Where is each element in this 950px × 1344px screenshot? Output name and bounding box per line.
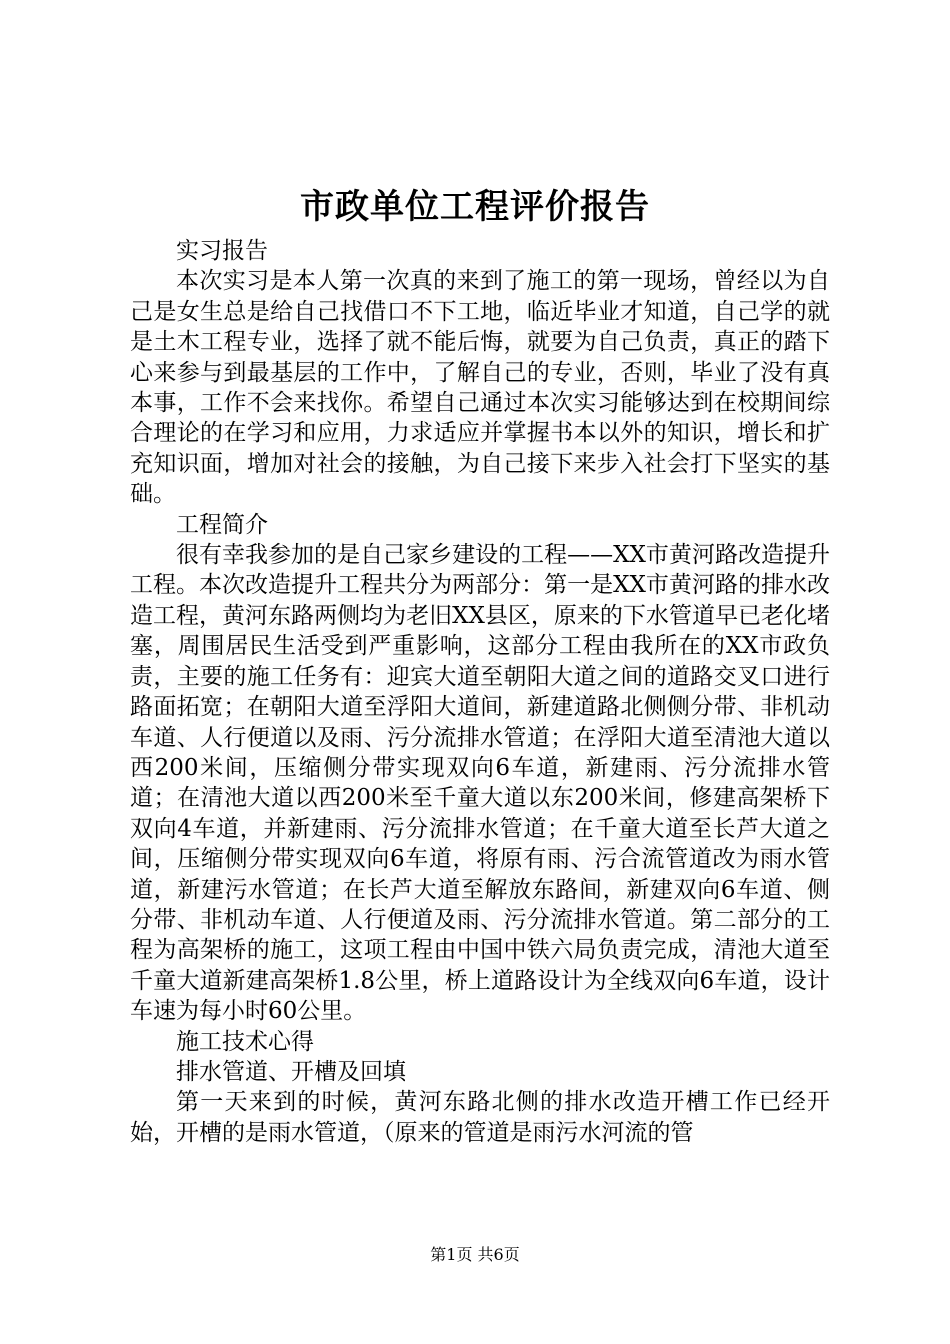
- document-title: 市政单位工程评价报告: [300, 187, 650, 227]
- paragraph: 本次实习是本人第一次真的来到了施工的第一现场，曾经以为自己是女生总是给自己找借口不下工地，临近毕业才知道，自己学的就是土木工程专业，选择了就不能后悔，就要为自己负责，真正的踏下心来参与到最基层的工作中，了解自己的专业，否则，毕业了没有真本事，工作不会来找你。希望自己通过本次实习能够达到在校期间综合理论的在学习和应用，力求适应并掌握书本以外的知识，增长和扩充知识面，增加对社会的接触，为自己接下来步入社会打下坚实的基础。: [130, 268, 830, 508]
- section-heading: 排水管道、开槽及回填: [176, 1058, 406, 1085]
- paragraph: 第一天来到的时候，黄河东路北侧的排水改造开槽工作已经开始，开槽的是雨水管道，（原来的管道是雨污水河流的管: [130, 1089, 830, 1146]
- section-heading: 施工技术心得: [176, 1028, 314, 1055]
- document-body: [130, 236, 830, 1148]
- section-heading: 工程简介: [176, 511, 268, 538]
- paragraph: 很有幸我参加的是自己家乡建设的工程——XX市黄河路改造提升工程。本次改造提升工程共分为两部分：第一是XX市黄河路的排水改造工程，黄河东路两侧均为老旧XX县区，原来的下水管道早已老化堵塞，周围居民生活受到严重影响，这部分工程由我所在的XX市政负责，主要的施工任务有：迎宾大道至朝阳大道之间的道路交叉口进行路面拓宽；在朝阳大道至浮阳大道间，新建道路北侧侧分带、非机动车道、人行便道以及雨、污分流排水管道；在浮阳大道至清池大道以西200米间，压缩侧分带实现双向6车道，新建雨、污分流排水管道；在清池大道以西200米至千童大道以东200米间，修建高架桥下双向4车道，并新建雨、污分流排水管道；在千童大道至长芦大道之间，压缩侧分带实现双向6车道，将原有雨、污合流管道改为雨水管道，新建污水管道；在长芦大道至解放东路间，新建双向6车道、侧分带、非机动车道、人行便道及雨、污分流排水管道。第二部分的工程为高架桥的施工，这项工程由中国中铁六局负责完成，清池大道至千童大道新建高架桥1.8公里，桥上道路设计为全线双向6车道，设计车速为每小时60公里。: [130, 542, 830, 1025]
- page-footer: 第1页 共6页: [430, 1245, 520, 1264]
- section-heading: 实习报告: [176, 238, 268, 264]
